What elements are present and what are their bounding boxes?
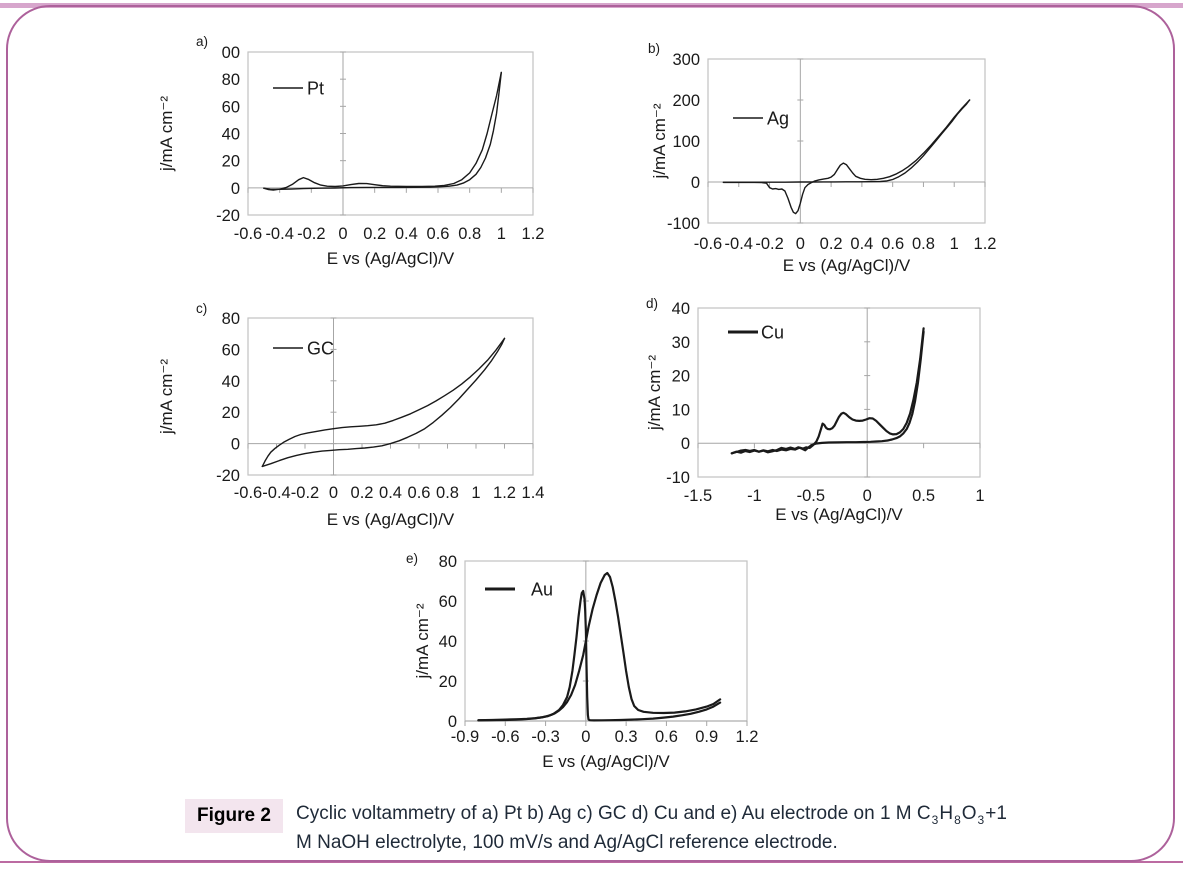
cv-plot-b bbox=[615, 30, 1055, 315]
y-tick-label: 0 bbox=[690, 174, 700, 192]
curve-forward-sweep bbox=[264, 72, 502, 190]
x-tick-label: 0.8 bbox=[436, 484, 459, 502]
legend-label: Pt bbox=[307, 78, 325, 99]
panel-label: b) bbox=[648, 41, 661, 56]
x-tick-label: 1 bbox=[949, 235, 959, 253]
x-tick-label: 0 bbox=[862, 487, 872, 505]
x-tick-label: -1 bbox=[747, 487, 762, 505]
cv-plot-d bbox=[615, 295, 1055, 580]
x-axis-title: E vs (Ag/AgCl)/V bbox=[326, 510, 455, 529]
x-tick-label: 0.3 bbox=[614, 728, 638, 746]
legend-label: Au bbox=[531, 579, 554, 600]
x-tick-label: 1 bbox=[496, 225, 506, 243]
x-tick-label: -0.3 bbox=[531, 728, 560, 746]
legend bbox=[733, 109, 789, 129]
x-tick-label: 0.8 bbox=[911, 235, 935, 253]
y-tick-label: 80 bbox=[438, 553, 457, 571]
y-axis-title: j/mA cm⁻² bbox=[413, 603, 432, 679]
cv-chart-cu bbox=[615, 295, 1055, 580]
y-axis-title: j/mA cm⁻² bbox=[645, 354, 664, 431]
x-tick-label: -0.9 bbox=[450, 728, 480, 746]
subscript: 3 bbox=[931, 813, 939, 827]
y-axis-title: j/mA cm⁻² bbox=[157, 95, 176, 172]
x-axis-title: E vs (Ag/AgCl)/V bbox=[326, 249, 455, 268]
y-tick-label: 0 bbox=[230, 179, 240, 198]
panel-label: c) bbox=[196, 301, 208, 316]
x-tick-label: 1 bbox=[975, 487, 985, 505]
x-tick-label: 0.8 bbox=[458, 225, 482, 243]
y-tick-label: 300 bbox=[672, 51, 700, 69]
cv-chart-pt bbox=[150, 30, 590, 315]
x-tick-label: -0.6 bbox=[693, 235, 723, 253]
y-tick-label: 60 bbox=[221, 341, 240, 360]
y-tick-label: 30 bbox=[671, 333, 690, 352]
x-tick-label: -0.6 bbox=[233, 484, 263, 502]
y-tick-label: 0 bbox=[447, 713, 457, 731]
x-tick-label: 1.4 bbox=[521, 484, 545, 502]
x-tick-label: 1 bbox=[471, 484, 481, 502]
legend bbox=[485, 580, 553, 600]
plot-frame bbox=[465, 561, 747, 721]
x-tick-label: 0.4 bbox=[379, 484, 402, 502]
x-tick-label: 0 bbox=[581, 728, 591, 746]
x-tick-label: 0.6 bbox=[407, 484, 431, 502]
curve-reverse-sweep bbox=[478, 591, 720, 720]
y-tick-label: 40 bbox=[671, 300, 690, 318]
y-tick-label: 0 bbox=[230, 435, 240, 454]
axis-ticks bbox=[216, 44, 544, 243]
y-tick-label: -10 bbox=[666, 469, 690, 487]
x-tick-label: 1.2 bbox=[735, 728, 759, 746]
x-tick-label: 0 bbox=[795, 235, 805, 253]
legend bbox=[728, 323, 784, 343]
cv-plot-a bbox=[150, 30, 590, 315]
y-tick-label: -20 bbox=[216, 207, 240, 225]
x-tick-label: -0.5 bbox=[796, 487, 826, 505]
curve-forward-sweep bbox=[478, 573, 720, 720]
x-tick-label: 0.6 bbox=[426, 225, 450, 243]
x-tick-label: -0.6 bbox=[233, 225, 263, 243]
subscript: 3 bbox=[977, 813, 985, 827]
x-tick-label: 0 bbox=[328, 484, 339, 502]
curve-reverse-sweep bbox=[723, 100, 969, 182]
x-tick-label: 0.6 bbox=[654, 728, 678, 746]
panel-label: e) bbox=[406, 551, 419, 566]
y-tick-label: 40 bbox=[221, 372, 240, 391]
y-tick-label: 20 bbox=[221, 152, 240, 171]
curve-reverse-sweep bbox=[264, 72, 502, 189]
x-tick-label: 0 bbox=[338, 225, 348, 243]
x-tick-label: 0.2 bbox=[363, 225, 387, 243]
curve-forward-sweep bbox=[732, 328, 924, 453]
curve-forward-sweep bbox=[723, 100, 969, 214]
x-tick-label: -0.4 bbox=[262, 484, 291, 502]
plot-frame bbox=[248, 318, 533, 475]
y-tick-label: 40 bbox=[221, 125, 240, 144]
curve-reverse-sweep bbox=[262, 338, 504, 466]
legend-label: Ag bbox=[767, 108, 790, 129]
caption-line: M NaOH electrolyte, 100 mV/s and Ag/AgCl reference electrode. bbox=[296, 832, 838, 853]
x-tick-label: 1.2 bbox=[493, 484, 516, 502]
cv-chart-au bbox=[385, 553, 825, 818]
y-tick-label: 00 bbox=[221, 44, 240, 62]
y-tick-label: 80 bbox=[221, 310, 240, 328]
y-tick-label: 20 bbox=[671, 367, 690, 386]
y-tick-label: -100 bbox=[666, 215, 700, 233]
x-tick-label: 0.4 bbox=[394, 225, 418, 243]
x-tick-label: 0.9 bbox=[695, 728, 719, 746]
x-tick-label: 1.2 bbox=[973, 235, 997, 253]
y-tick-label: 60 bbox=[438, 593, 457, 611]
legend-label: GC bbox=[307, 338, 334, 359]
x-tick-label: 0.4 bbox=[850, 235, 874, 253]
y-tick-label: 0 bbox=[680, 435, 690, 454]
x-tick-label: -0.2 bbox=[297, 225, 326, 243]
cv-plot-c bbox=[150, 295, 590, 580]
plot-frame bbox=[248, 52, 533, 215]
x-axis-title: E vs (Ag/AgCl)/V bbox=[775, 505, 903, 524]
panel-label: d) bbox=[646, 296, 659, 311]
y-axis-title: j/mA cm⁻² bbox=[650, 103, 669, 179]
x-tick-label: 0.5 bbox=[912, 487, 936, 505]
axis-ticks bbox=[439, 553, 759, 746]
x-axis-title: E vs (Ag/AgCl)/V bbox=[542, 752, 670, 771]
axis-ticks bbox=[666, 300, 984, 505]
x-tick-label: -0.4 bbox=[265, 225, 294, 243]
cv-plot-e bbox=[385, 553, 825, 818]
legend-label: Cu bbox=[761, 322, 785, 343]
y-tick-label: -20 bbox=[216, 467, 240, 485]
x-tick-label: 0.2 bbox=[819, 235, 843, 253]
x-axis-title: E vs (Ag/AgCl)/V bbox=[782, 256, 911, 275]
x-tick-label: 0.6 bbox=[881, 235, 905, 253]
y-tick-label: 20 bbox=[438, 673, 457, 691]
caption-line: Cyclic voltammetry of a) Pt b) Ag c) GC d) Cu and e) Au electrode on 1 M $C_3H_8O_3+1$ bbox=[296, 803, 1007, 827]
curve-forward-sweep bbox=[262, 338, 504, 466]
legend bbox=[273, 339, 334, 359]
y-tick-label: 10 bbox=[671, 401, 690, 420]
x-tick-label: -1.5 bbox=[683, 487, 713, 505]
axis-ticks bbox=[216, 310, 544, 502]
x-tick-label: -0.2 bbox=[290, 484, 320, 502]
y-tick-label: 100 bbox=[672, 133, 700, 151]
y-tick-label: 80 bbox=[221, 71, 240, 90]
y-tick-label: 200 bbox=[672, 92, 700, 110]
x-tick-label: 0.2 bbox=[350, 484, 374, 502]
x-tick-label: -0.4 bbox=[724, 235, 753, 253]
x-tick-label: -0.2 bbox=[755, 235, 784, 253]
figure-label: Figure 2 bbox=[185, 799, 283, 833]
y-tick-label: 20 bbox=[221, 404, 240, 423]
x-tick-label: 1.2 bbox=[521, 225, 545, 243]
legend bbox=[273, 79, 324, 99]
x-tick-label: -0.6 bbox=[491, 728, 520, 746]
y-axis-title: j/mA cm⁻² bbox=[157, 358, 176, 435]
subscript: 8 bbox=[954, 813, 961, 827]
figure-caption-text bbox=[296, 800, 1036, 857]
plot-frame bbox=[708, 59, 985, 223]
y-tick-label: 40 bbox=[438, 633, 457, 651]
cv-chart-ag bbox=[615, 30, 1055, 315]
cv-chart-gc bbox=[150, 295, 590, 580]
panel-label: a) bbox=[196, 34, 209, 49]
y-tick-label: 60 bbox=[221, 98, 240, 117]
